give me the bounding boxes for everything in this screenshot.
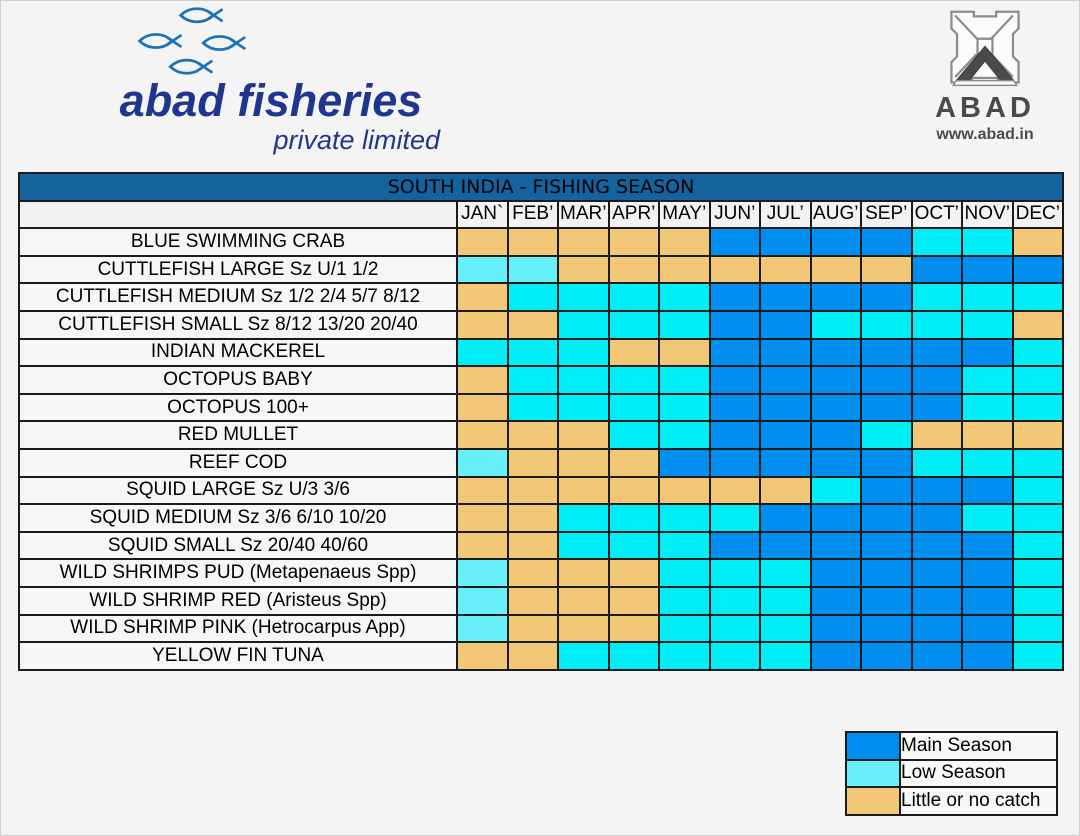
season-cell (457, 642, 508, 670)
season-cell (508, 394, 559, 422)
season-cell (1013, 504, 1064, 532)
season-cell (558, 256, 609, 284)
season-cell (962, 587, 1013, 615)
season-cell (1013, 532, 1064, 560)
month-header: JAN` (457, 201, 508, 229)
season-cell (609, 615, 660, 643)
season-cell (962, 283, 1013, 311)
species-label: SQUID SMALL Sz 20/40 40/60 (19, 532, 457, 560)
month-header: MAY’ (659, 201, 710, 229)
brand-block (96, 6, 446, 156)
season-cell (558, 283, 609, 311)
fish-school-icon (130, 6, 262, 78)
season-cell (508, 366, 559, 394)
season-cell (609, 228, 660, 256)
season-cell (760, 587, 811, 615)
season-cell (609, 256, 660, 284)
season-cell (912, 394, 963, 422)
season-cell (861, 228, 912, 256)
month-header: NOV’ (962, 201, 1013, 229)
season-cell (1013, 311, 1064, 339)
season-cell (962, 477, 1013, 505)
season-cell (609, 366, 660, 394)
season-cell (558, 642, 609, 670)
season-cell (710, 283, 761, 311)
season-cell (760, 339, 811, 367)
season-cell (912, 504, 963, 532)
species-label: OCTOPUS 100+ (19, 394, 457, 422)
species-label: BLUE SWIMMING CRAB (19, 228, 457, 256)
season-cell (861, 615, 912, 643)
season-cell (457, 532, 508, 560)
season-cell (609, 339, 660, 367)
season-cell (710, 228, 761, 256)
legend-label: Main Season (900, 732, 1057, 760)
season-cell (811, 339, 862, 367)
season-cell (861, 449, 912, 477)
season-cell (1013, 477, 1064, 505)
season-cell (710, 421, 761, 449)
season-cell (508, 339, 559, 367)
season-cell (659, 615, 710, 643)
season-cell (710, 339, 761, 367)
legend-label: Little or no catch (900, 787, 1057, 815)
season-cell (1013, 283, 1064, 311)
season-cell (962, 339, 1013, 367)
season-cell (760, 421, 811, 449)
season-cell (710, 449, 761, 477)
season-cell (912, 366, 963, 394)
season-cell (912, 421, 963, 449)
season-cell (609, 559, 660, 587)
season-cell (457, 587, 508, 615)
season-cell (912, 587, 963, 615)
season-cell (558, 366, 609, 394)
table-row (19, 504, 1063, 532)
season-cell (609, 532, 660, 560)
species-label: WILD SHRIMP PINK (Hetrocarpus App) (19, 615, 457, 643)
table-row (19, 642, 1063, 670)
table-row (19, 587, 1063, 615)
species-label: REEF COD (19, 449, 457, 477)
season-cell (811, 421, 862, 449)
season-cell (912, 449, 963, 477)
season-cell (508, 311, 559, 339)
season-cell (962, 228, 1013, 256)
season-cell (659, 394, 710, 422)
month-header: AUG’ (811, 201, 862, 229)
season-cell (710, 504, 761, 532)
season-cell (1013, 587, 1064, 615)
season-cell (558, 504, 609, 532)
season-cell (912, 615, 963, 643)
species-label: CUTTLEFISH MEDIUM Sz 1/2 2/4 5/7 8/12 (19, 283, 457, 311)
table-row (19, 394, 1063, 422)
season-cell (609, 311, 660, 339)
season-cell (861, 587, 912, 615)
season-cell (1013, 642, 1064, 670)
month-header: JUL’ (760, 201, 811, 229)
season-cell (861, 559, 912, 587)
season-cell (609, 283, 660, 311)
season-cell (508, 421, 559, 449)
season-cell (659, 421, 710, 449)
month-header: MAR’ (558, 201, 609, 229)
legend-table (845, 731, 1058, 816)
season-cell (558, 449, 609, 477)
season-cell (1013, 449, 1064, 477)
season-cell (659, 339, 710, 367)
season-cell (1013, 228, 1064, 256)
season-cell (962, 311, 1013, 339)
species-label: WILD SHRIMP RED (Aristeus Spp) (19, 587, 457, 615)
season-cell (760, 504, 811, 532)
season-cell (760, 366, 811, 394)
season-cell (811, 477, 862, 505)
season-cell (457, 477, 508, 505)
month-header: OCT’ (912, 201, 963, 229)
season-cell (457, 394, 508, 422)
table-row (19, 421, 1063, 449)
season-cell (861, 421, 912, 449)
season-cell (1013, 366, 1064, 394)
season-cell (558, 394, 609, 422)
season-cell (457, 339, 508, 367)
species-label: CUTTLEFISH SMALL Sz 8/12 13/20 20/40 (19, 311, 457, 339)
season-cell (912, 311, 963, 339)
season-cell (811, 532, 862, 560)
season-cell (962, 504, 1013, 532)
brand-name: abad fisheries (119, 75, 423, 126)
season-cell (609, 587, 660, 615)
season-cell (861, 532, 912, 560)
season-cell (861, 394, 912, 422)
season-cell (659, 587, 710, 615)
season-cell (558, 339, 609, 367)
season-cell (811, 449, 862, 477)
season-cell (811, 283, 862, 311)
season-cell (811, 366, 862, 394)
season-cell (558, 587, 609, 615)
table-row (19, 559, 1063, 587)
season-cell (558, 532, 609, 560)
season-cell (760, 228, 811, 256)
season-cell (760, 642, 811, 670)
abad-website: www.abad.in (936, 126, 1034, 143)
season-cell (710, 642, 761, 670)
season-cell (912, 642, 963, 670)
season-cell (861, 504, 912, 532)
season-cell (558, 311, 609, 339)
season-cell (659, 228, 710, 256)
season-cell (457, 256, 508, 284)
season-table (18, 172, 1064, 671)
season-cell (760, 256, 811, 284)
season-cell (609, 642, 660, 670)
species-label: SQUID LARGE Sz U/3 3/6 (19, 477, 457, 505)
season-cell (659, 311, 710, 339)
season-cell (457, 449, 508, 477)
season-cell (508, 228, 559, 256)
season-cell (912, 228, 963, 256)
season-cell (710, 559, 761, 587)
season-cell (1013, 559, 1064, 587)
season-cell (710, 532, 761, 560)
season-cell (962, 449, 1013, 477)
season-cell (457, 283, 508, 311)
season-cell (962, 559, 1013, 587)
season-cell (558, 477, 609, 505)
species-label: INDIAN MACKEREL (19, 339, 457, 367)
season-cell (457, 228, 508, 256)
season-cell (811, 615, 862, 643)
season-cell (508, 559, 559, 587)
season-cell (558, 559, 609, 587)
season-cell (508, 642, 559, 670)
abad-logo-block (900, 8, 1070, 144)
season-cell (912, 477, 963, 505)
season-cell (508, 449, 559, 477)
season-cell (861, 311, 912, 339)
legend-swatch (846, 732, 900, 760)
season-cell (659, 477, 710, 505)
season-cell (912, 283, 963, 311)
season-cell (1013, 339, 1064, 367)
season-cell (760, 477, 811, 505)
season-cell (659, 449, 710, 477)
season-cell (811, 228, 862, 256)
season-cell (912, 559, 963, 587)
season-cell (508, 477, 559, 505)
season-cell (457, 311, 508, 339)
season-cell (861, 256, 912, 284)
season-cell (760, 311, 811, 339)
table-row (19, 256, 1063, 284)
legend-swatch (846, 760, 900, 788)
season-cell (659, 532, 710, 560)
season-cell (811, 642, 862, 670)
season-cell (609, 421, 660, 449)
season-cell (760, 283, 811, 311)
season-cell (861, 477, 912, 505)
season-cell (760, 394, 811, 422)
season-cell (811, 559, 862, 587)
table-title: SOUTH INDIA - FISHING SEASON (19, 173, 1063, 201)
season-cell (508, 615, 559, 643)
table-row (19, 339, 1063, 367)
season-cell (962, 532, 1013, 560)
legend-row (846, 787, 1057, 815)
abad-mark-icon (944, 8, 1026, 90)
season-cell (659, 504, 710, 532)
table-row (19, 477, 1063, 505)
legend-label: Low Season (900, 760, 1057, 788)
season-cell (710, 587, 761, 615)
season-cell (811, 587, 862, 615)
legend-block (845, 731, 1058, 816)
season-cell (962, 642, 1013, 670)
season-cell (457, 559, 508, 587)
season-cell (609, 504, 660, 532)
table-row (19, 228, 1063, 256)
season-cell (760, 559, 811, 587)
season-cell (558, 615, 609, 643)
season-cell (811, 311, 862, 339)
season-cell (710, 366, 761, 394)
month-header: APR’ (609, 201, 660, 229)
season-cell (710, 256, 761, 284)
season-cell (962, 394, 1013, 422)
month-header: FEB’ (508, 201, 559, 229)
season-cell (710, 394, 761, 422)
season-cell (962, 256, 1013, 284)
season-cell (811, 256, 862, 284)
table-row (19, 311, 1063, 339)
season-cell (508, 504, 559, 532)
legend-swatch (846, 787, 900, 815)
table-row (19, 449, 1063, 477)
month-header-row (19, 201, 1063, 229)
season-cell (811, 394, 862, 422)
season-cell (811, 504, 862, 532)
season-table-wrap (18, 172, 1064, 671)
season-cell (457, 615, 508, 643)
season-cell (912, 256, 963, 284)
season-cell (710, 615, 761, 643)
species-label: WILD SHRIMPS PUD (Metapenaeus Spp) (19, 559, 457, 587)
season-cell (457, 421, 508, 449)
season-cell (457, 366, 508, 394)
season-cell (912, 532, 963, 560)
species-label: SQUID MEDIUM Sz 3/6 6/10 10/20 (19, 504, 457, 532)
season-cell (760, 532, 811, 560)
title-row (19, 173, 1063, 201)
month-header: SEP’ (861, 201, 912, 229)
season-cell (861, 642, 912, 670)
season-cell (659, 366, 710, 394)
species-label: CUTTLEFISH LARGE Sz U/1 1/2 (19, 256, 457, 284)
season-cell (659, 559, 710, 587)
season-cell (962, 615, 1013, 643)
season-cell (508, 587, 559, 615)
species-label: YELLOW FIN TUNA (19, 642, 457, 670)
season-cell (558, 228, 609, 256)
table-row (19, 532, 1063, 560)
season-cell (508, 256, 559, 284)
season-cell (861, 339, 912, 367)
legend-row (846, 732, 1057, 760)
abad-wordmark: ABAD (935, 92, 1035, 124)
season-cell (609, 449, 660, 477)
season-cell (659, 642, 710, 670)
season-cell (558, 421, 609, 449)
season-cell (710, 477, 761, 505)
season-cell (1013, 615, 1064, 643)
table-row (19, 366, 1063, 394)
season-cell (609, 394, 660, 422)
legend-row (846, 760, 1057, 788)
season-cell (508, 532, 559, 560)
season-cell (912, 339, 963, 367)
season-cell (1013, 421, 1064, 449)
species-label: RED MULLET (19, 421, 457, 449)
brand-tagline: private limited (273, 125, 440, 155)
season-cell (861, 283, 912, 311)
season-cell (861, 366, 912, 394)
season-cell (962, 366, 1013, 394)
season-cell (659, 256, 710, 284)
season-cell (760, 449, 811, 477)
table-row (19, 283, 1063, 311)
table-row (19, 615, 1063, 643)
season-cell (1013, 394, 1064, 422)
season-cell (609, 477, 660, 505)
month-header: JUN’ (710, 201, 761, 229)
season-cell (659, 283, 710, 311)
season-cell (508, 283, 559, 311)
season-cell (710, 311, 761, 339)
corner-cell (19, 201, 457, 229)
species-label: OCTOPUS BABY (19, 366, 457, 394)
season-cell (760, 615, 811, 643)
month-header: DEC’ (1013, 201, 1064, 229)
season-cell (1013, 256, 1064, 284)
season-cell (457, 504, 508, 532)
season-cell (962, 421, 1013, 449)
